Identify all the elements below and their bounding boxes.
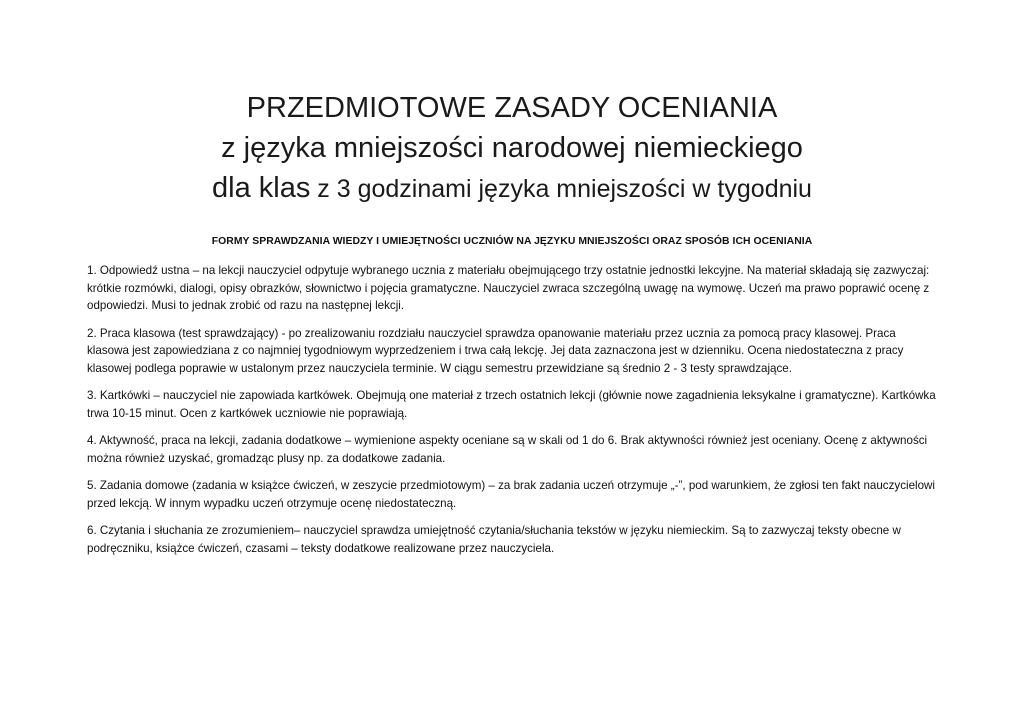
title-line-2: z języka mniejszości narodowej niemieckiego	[221, 132, 803, 164]
paragraph-homework: 5. Zadania domowe (zadania w książce ćwiczeń, w zeszycie przedmiotowym) – za brak zadania uczeń otrzymuje „-”, pod warunkiem, że zgłosi ten fakt nauczycielowi przed lekcją. W innym wypadku uczeń otrzymuje ocenę niedostateczną.	[87, 479, 935, 510]
document-title	[0, 88, 1024, 209]
section-heading: FORMY SPRAWDZANIA WIEDZY I UMIEJĘTNOŚCI UCZNIÓW NA JĘZYKU MNIEJSZOŚCI ORAZ SPOSÓB ICH OCENIANIA	[211, 236, 813, 247]
paragraph-quizzes: 3. Kartkówki – nauczyciel nie zapowiada kartkówek. Obejmują one materiał z trzech ostatnich lekcji (głównie nowe zagadnienia leksykalne i gramatyczne). Kartkówka trwa 10-15 minut. Ocen z kartkówek uczniowie nie poprawiają.	[87, 389, 936, 420]
title-line-3	[0, 168, 1024, 209]
title-line-3-start: dla klas	[212, 172, 311, 204]
title-line-3-end: z 3 godzinami języka mniejszości w tygodniu	[310, 175, 812, 203]
title-line-1: PRZEDMIOTOWE ZASADY OCENIANIA	[246, 92, 778, 124]
paragraph-activity: 4. Aktywność, praca na lekcji, zadania dodatkowe – wymienione aspekty oceniane są w skali od 1 do 6. Brak aktywności również jest oceniany. Ocenę z aktywności można również uzyskać, gromadząc plusy np. za dodatkowe zadania.	[87, 434, 928, 465]
paragraph-oral-answer: 1. Odpowiedź ustna – na lekcji nauczyciel odpytuje wybranego ucznia z materiału obejmującego trzy ostatnie jednostki lekcyjne. Na materiał składają się zazwyczaj: krótkie rozmówki, dialogi, opisy obrazków, słownictwo i pojęcia gramatyczne. Nauczyciel zwraca szczególną uwagę na wymowę. Uczeń ma prawo poprawić ocenę z odpowiedzi. Musi to jednak zrobić od razu na następnej lekcji.	[87, 264, 930, 312]
paragraph-reading-listening: 6. Czytania i słuchania ze zrozumieniem– nauczyciel sprawdza umiejętność czytania/słuchania tekstów w języku niemieckim. Są to zazwyczaj teksty obecne w podręczniku, książce ćwiczeń, czasami – teksty dodatkowe realizowane przez nauczyciela.	[87, 524, 901, 555]
paragraph-class-test: 2. Praca klasowa (test sprawdzający) - po zrealizowaniu rozdziału nauczyciel sprawdza opanowanie materiału przez ucznia za pomocą pracy klasowej. Praca klasowa jest zapowiedziana z co najmniej tygodniowym wyprzedzeniem i trwa całą lekcję. Jej data zaznaczona jest w dzienniku. Ocena niedostateczna z pracy klasowej podlega poprawie w ustalonym przez nauczyciela terminie. W ciągu semestru przewidziane są średnio 2 - 3 testy sprawdzające.	[87, 326, 904, 375]
document-body	[87, 262, 939, 567]
